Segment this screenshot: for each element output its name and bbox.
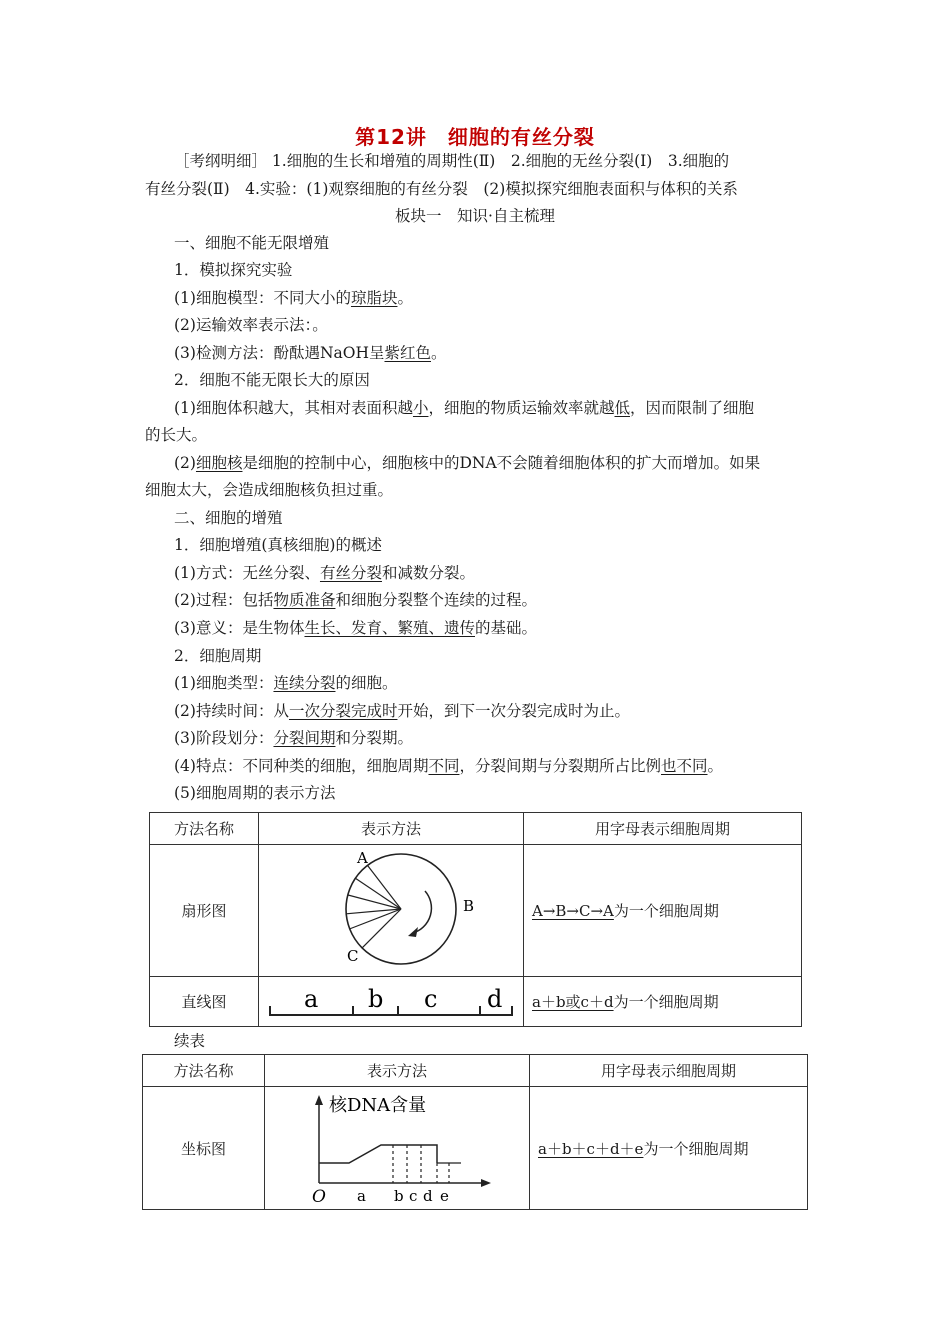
answer-blank: 细胞核 — [195, 454, 243, 472]
answer-blank: 紫红色 — [384, 344, 431, 362]
coordinate-diagram — [297, 1089, 497, 1207]
part1-r2: (2)细胞核是细胞的控制中心，细胞核中的DNA不会随着细胞体积的扩大而增加。如果 — [174, 454, 761, 472]
label-c: c — [424, 984, 438, 1013]
answer-blank: 不同 — [428, 757, 460, 775]
table-header-row — [150, 813, 802, 845]
origin-label: O — [312, 1187, 326, 1207]
part2-g: (4)特点：不同种类的细胞，细胞周期不同，分裂间期与分裂期所占比例也不同。 — [174, 757, 724, 775]
label-e: e — [440, 1187, 449, 1205]
answer-blank: 分裂间期 — [273, 729, 336, 747]
answer-blank: 小 — [412, 399, 429, 417]
answer-blank: 也不同 — [661, 757, 708, 775]
arrow-icon — [413, 891, 431, 933]
part1-sub1: 1．模拟探究实验 — [174, 261, 293, 279]
part2-h: (5)细胞周期的表示方法 — [174, 784, 336, 802]
label-C: C — [347, 946, 359, 965]
pie-diagram — [291, 847, 491, 975]
answer-cell: A→B→C→A为一个细胞周期 — [524, 845, 802, 977]
label-A: A — [357, 848, 368, 867]
answer-blank: 一次分裂完成时 — [288, 702, 398, 720]
table-header: 表示方法 — [259, 813, 524, 845]
part2-heading: 二、细胞的增殖 — [174, 509, 283, 527]
answer-blank: 连续分裂 — [273, 674, 336, 692]
label-B: B — [463, 896, 475, 915]
outline-line-2: 有丝分裂(Ⅱ) 4.实验：(1)观察细胞的有丝分裂 (2)模拟探究细胞表面积与体积的关系 — [145, 180, 738, 198]
table-header-row — [143, 1055, 808, 1087]
continue-label: 续表 — [174, 1032, 206, 1050]
label-b: b — [394, 1187, 404, 1205]
section-title: 板块一 知识·自主梳理 — [395, 207, 555, 225]
lesson-title: 第12讲 细胞的有丝分裂 — [355, 125, 595, 149]
table-header: 方法名称 — [143, 1055, 265, 1087]
answer-blank: 有丝分裂 — [319, 564, 382, 582]
label-a: a — [357, 1187, 366, 1205]
coordinate-diagram-cell — [265, 1087, 530, 1210]
pie-diagram-cell — [259, 845, 524, 977]
sector-line — [348, 895, 401, 909]
part2-d: (1)细胞类型：连续分裂的细胞。 — [174, 674, 398, 692]
table-row — [143, 1087, 808, 1210]
part1-heading: 一、细胞不能无限增殖 — [174, 234, 330, 252]
part2-b: (2)过程：包括物质准备和细胞分裂整个连续的过程。 — [174, 591, 537, 609]
table-row — [150, 845, 802, 977]
answer-cell: a＋b或c＋d为一个细胞周期 — [524, 977, 802, 1027]
method-name: 坐标图 — [143, 1087, 265, 1210]
label-c: c — [409, 1187, 418, 1205]
cell-cycle-table-1 — [149, 812, 802, 1027]
method-name: 扇形图 — [150, 845, 259, 977]
answer-blank: A→B→C→A — [532, 902, 614, 920]
part2-a: (1)方式：无丝分裂、有丝分裂和减数分裂。 — [174, 564, 475, 582]
y-axis-label: 核DNA含量 — [329, 1095, 427, 1116]
answer-blank: a＋b或c＋d — [532, 993, 614, 1011]
table-header: 用字母表示细胞周期 — [530, 1055, 808, 1087]
part1-sub2: 2．细胞不能无限长大的原因 — [174, 371, 370, 389]
answer-blank: 琼脂块 — [350, 289, 398, 307]
table-header: 表示方法 — [265, 1055, 530, 1087]
arrow-head-icon — [408, 927, 418, 937]
part1-r2-cont: 细胞太大，会造成细胞核负担过重。 — [145, 481, 394, 499]
answer-blank: a＋b＋c＋d＋e — [538, 1139, 644, 1158]
dna-content-line — [319, 1145, 437, 1163]
cell-cycle-table-2 — [142, 1054, 808, 1210]
method-name: 直线图 — [150, 977, 259, 1027]
answer-blank: 生长、发育、繁殖、遗传 — [304, 619, 475, 637]
sector-line — [346, 909, 401, 914]
line-diagram-cell — [259, 977, 524, 1027]
part1-p1: (1)细胞模型：不同大小的琼脂块。 — [174, 289, 413, 307]
label-a: a — [304, 984, 319, 1013]
part1-r1: (1)细胞体积越大，其相对表面积越小，细胞的物质运输效率就越低，因而限制了细胞 — [174, 399, 755, 417]
part1-r1-cont: 的长大。 — [145, 426, 208, 444]
answer-blank: 低 — [614, 399, 631, 417]
part2-sub2: 2．细胞周期 — [174, 647, 262, 665]
outline-line-1: ［考纲明细］ 1.细胞的生长和增殖的周期性(Ⅱ) 2.细胞的无丝分裂(Ⅰ) 3.细胞的 — [174, 152, 730, 170]
table-header: 方法名称 — [150, 813, 259, 845]
sector-line — [349, 909, 401, 929]
answer-blank: 物质准备 — [273, 591, 336, 609]
x-axis-arrow-icon — [481, 1179, 491, 1187]
part2-f: (3)阶段划分：分裂间期和分裂期。 — [174, 729, 413, 747]
table-header: 用字母表示细胞周期 — [524, 813, 802, 845]
sector-line — [362, 909, 401, 948]
line-diagram — [266, 979, 516, 1025]
part1-p2: (2)运输效率表示法：。 — [174, 316, 328, 334]
part1-p3: (3)检测方法：酚酞遇NaOH呈紫红色。 — [174, 344, 447, 362]
label-d: d — [487, 984, 503, 1013]
table-row — [150, 977, 802, 1027]
sector-line — [368, 865, 402, 909]
answer-cell: a＋b＋c＋d＋e为一个细胞周期 — [530, 1087, 808, 1210]
label-b: b — [368, 984, 384, 1013]
y-axis-arrow-icon — [315, 1095, 323, 1105]
sector-line — [355, 878, 401, 909]
label-d: d — [423, 1187, 433, 1205]
part2-c: (3)意义：是生物体生长、发育、繁殖、遗传的基础。 — [174, 619, 537, 637]
part2-e: (2)持续时间：从一次分裂完成时开始，到下一次分裂完成时为止。 — [174, 702, 630, 720]
part2-sub1: 1．细胞增殖(真核细胞)的概述 — [174, 536, 382, 554]
